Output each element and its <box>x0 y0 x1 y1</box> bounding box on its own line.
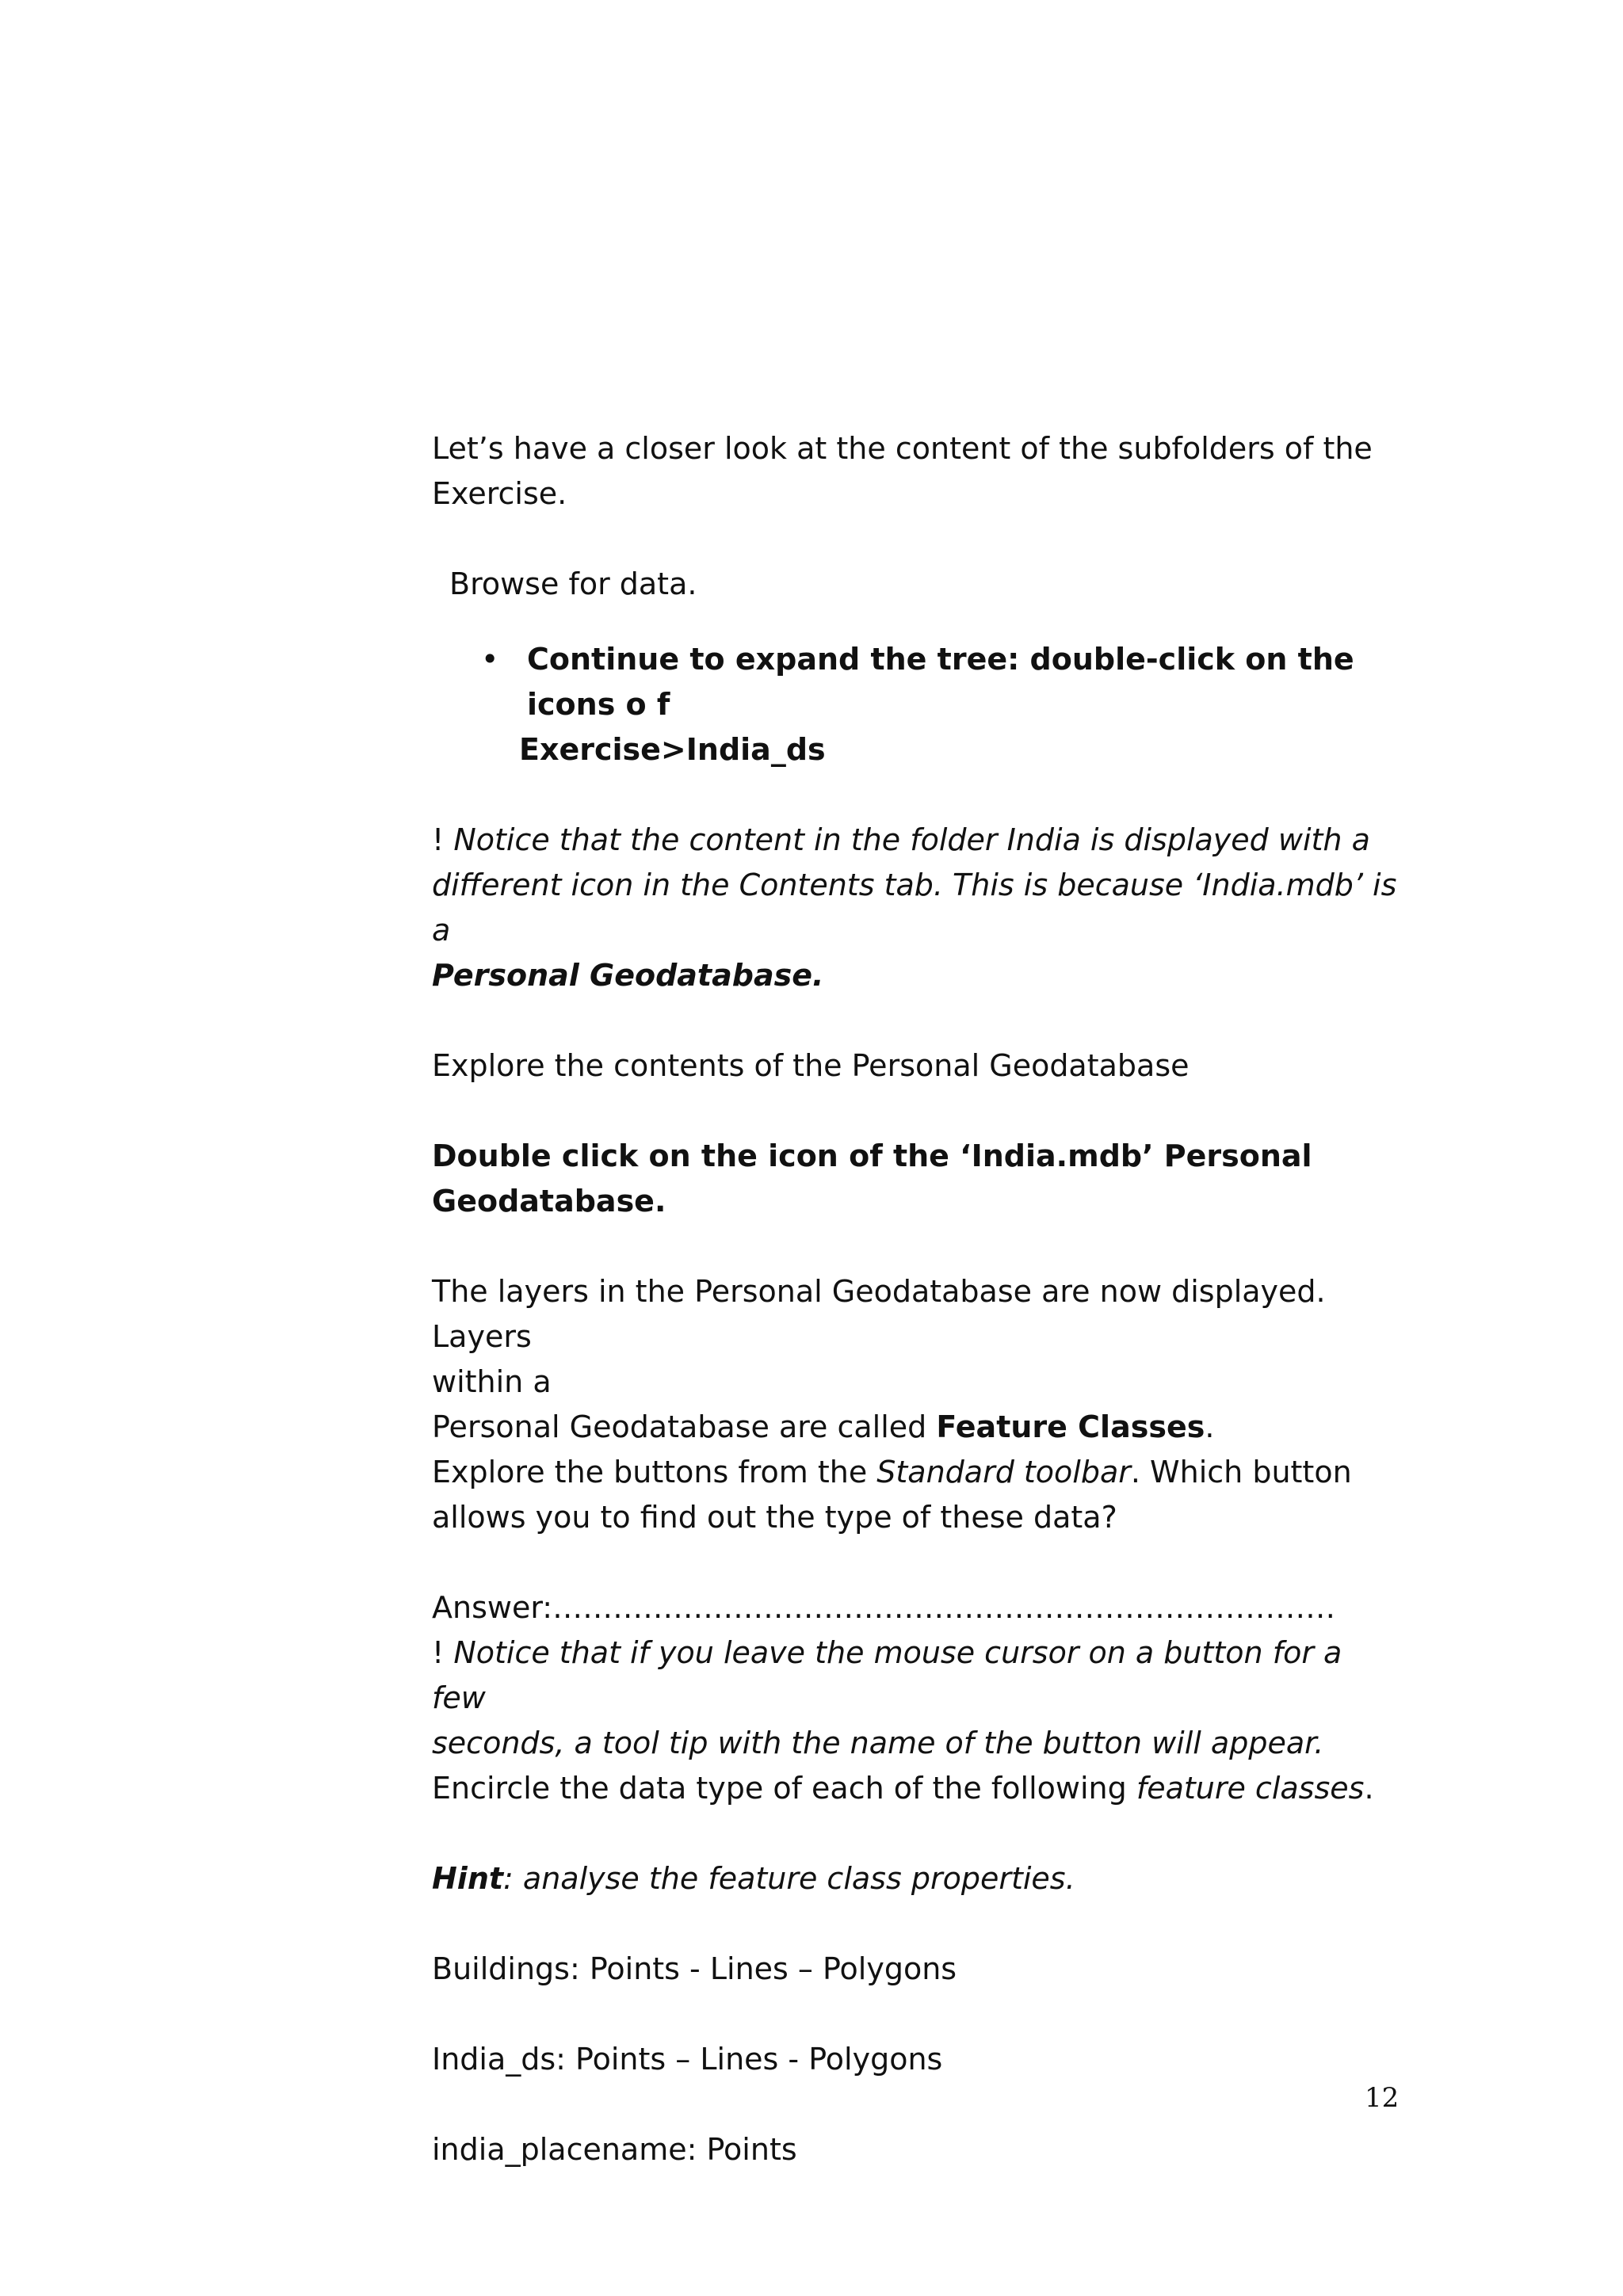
encircle-text: Encircle the data type of each of the following <box>432 1771 1136 1806</box>
notice-mark: ! <box>432 1635 454 1670</box>
intro-line-2: Exercise. <box>432 476 567 511</box>
layers-line-3-text: Personal Geodatabase are called <box>432 1409 937 1444</box>
notice-1-line-1 <box>432 818 1399 863</box>
layers-line-4 <box>432 1450 1399 1495</box>
encircle-instruction <box>432 1766 1399 1811</box>
standard-toolbar-term: Standard toolbar <box>876 1455 1131 1489</box>
layers-line-4-text: Explore the buttons from the <box>432 1455 877 1489</box>
layers-line-5: allows you to find out the type of these data? <box>432 1500 1117 1535</box>
document-body <box>432 426 1399 2172</box>
bullet-line-1: Continue to expand the tree: double-click on the icons o f <box>527 642 1354 722</box>
layers-line-4-end: . Which button <box>1130 1455 1352 1489</box>
feature-classes-italic: feature classes <box>1136 1771 1365 1806</box>
list-item: india_placename: Points <box>432 2132 797 2167</box>
bullet-icon: • <box>481 642 499 677</box>
encircle-end: . <box>1364 1771 1374 1806</box>
list-item: India_ds: Points – Lines - Polygons <box>432 2042 943 2077</box>
list-item: Buildings: Points - Lines – Polygons <box>432 1951 957 1986</box>
notice-2-line-2: seconds, a tool tip with the name of the button will appear. <box>432 1726 1324 1760</box>
notice-1-line-3: Personal Geodatabase. <box>432 958 824 993</box>
hint-text: : analyse the feature class properties. <box>503 1861 1075 1896</box>
feature-classes-term: Feature Classes <box>936 1409 1205 1444</box>
explore-pgdb: Explore the contents of the Personal Geodatabase <box>432 1048 1190 1083</box>
double-click-instruction: Double click on the icon of the ‘India.mdb’ Personal Geodatabase. <box>432 1138 1312 1219</box>
notice-mark: ! <box>432 822 454 857</box>
intro-line-1: Let’s have a closer look at the content of the subfolders of the <box>432 431 1373 466</box>
layers-line-2: within a <box>432 1364 552 1399</box>
notice-1-line-2: different icon in the Contents tab. This is because ‘India.mdb’ is a <box>432 868 1397 948</box>
page-number: 12 <box>1365 2082 1400 2114</box>
layers-line-3 <box>432 1405 1399 1450</box>
notice-2-text-1: Notice that if you leave the mouse cursor on a button for a few <box>432 1635 1342 1715</box>
hint-line <box>432 1856 1399 1901</box>
bullet-line-2: Exercise>India_ds <box>519 732 826 767</box>
browse-heading: Browse for data. <box>449 566 697 601</box>
notice-1-text-1: Notice that the content in the folder India is displayed with a <box>453 822 1370 857</box>
answer-line: Answer:…………………………………………………………………… <box>432 1590 1336 1625</box>
bullet-instruction <box>432 637 1399 772</box>
hint-label: Hint <box>432 1861 504 1896</box>
notice-2-line-1 <box>432 1630 1399 1721</box>
layers-line-3-end: . <box>1205 1409 1215 1444</box>
layers-line-1: The layers in the Personal Geodatabase are now displayed. Layers <box>432 1274 1326 1354</box>
